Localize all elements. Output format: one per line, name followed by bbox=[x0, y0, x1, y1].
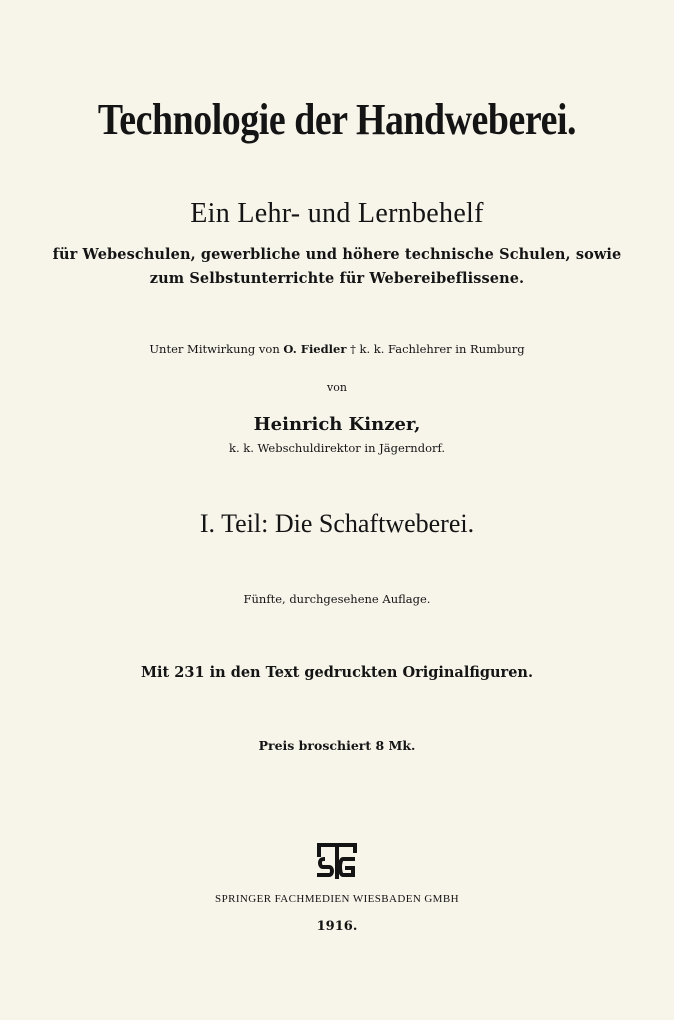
collaboration-suffix: † k. k. Fachlehrer in Rumburg bbox=[350, 342, 525, 356]
springer-logo-icon bbox=[315, 841, 359, 881]
publisher-name: SPRINGER FACHMEDIEN WIESBADEN GMBH bbox=[215, 893, 459, 905]
author-role: k. k. Webschuldirektor in Jägerndorf. bbox=[228, 441, 445, 455]
part-title: I. Teil: Die Schaftweberei. bbox=[199, 509, 475, 538]
by-label: von bbox=[327, 381, 347, 394]
author-name: Heinrich Kinzer, bbox=[253, 414, 421, 435]
description-line-2: zum Selbstunterrichte für Webereibeflissene. bbox=[149, 270, 525, 287]
collaborator-name: O. Fiedler bbox=[283, 342, 347, 356]
publication-year: 1916. bbox=[316, 919, 358, 934]
book-subtitle: Ein Lehr- und Lernbehelf bbox=[190, 198, 484, 229]
book-title: Technologie der Handweberei. bbox=[97, 95, 577, 144]
edition-note: Fünfte, durchgesehene Auflage. bbox=[243, 592, 431, 606]
collaboration-prefix: Unter Mitwirkung von bbox=[149, 342, 280, 356]
collaboration-line bbox=[0, 342, 674, 356]
description-line-1: für Webeschulen, gewerbliche und höhere technische Schulen, sowie bbox=[52, 246, 622, 263]
price-note: Preis broschiert 8 Mk. bbox=[258, 738, 416, 753]
figures-note: Mit 231 in den Text gedruckten Originalfiguren. bbox=[140, 664, 534, 681]
